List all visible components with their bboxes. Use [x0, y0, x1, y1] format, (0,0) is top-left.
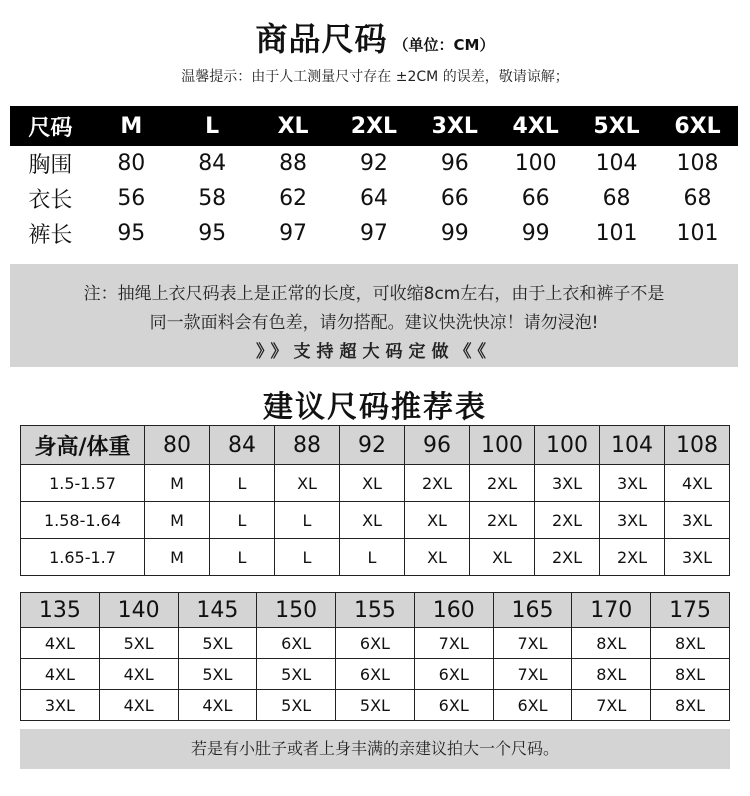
- header-cell: 100: [535, 426, 600, 465]
- header-cell: 135: [21, 593, 100, 628]
- table-cell: 4XL: [99, 690, 178, 721]
- table-cell: L: [275, 502, 340, 539]
- table-cell: 99: [440, 221, 469, 246]
- header-cell: M: [91, 106, 172, 146]
- table-cell: L: [340, 539, 405, 576]
- table-cell: 4XL: [21, 628, 100, 659]
- table-cell: 8XL: [572, 659, 651, 690]
- table-row: [21, 659, 730, 690]
- footer-note: 若是有小肚子或者上身丰满的亲建议拍大一个尺码。: [20, 729, 730, 769]
- header-cell: 5XL: [576, 106, 657, 146]
- table-row: [21, 690, 730, 721]
- table-cell: XL: [275, 465, 340, 502]
- table-cell: 56: [117, 186, 146, 211]
- table-cell: 3XL: [21, 690, 100, 721]
- table-cell: 88: [279, 151, 308, 176]
- table-cell: 4XL: [99, 659, 178, 690]
- header-cell: 96: [405, 426, 470, 465]
- table-cell: 5XL: [257, 659, 336, 690]
- table-cell: 5XL: [257, 690, 336, 721]
- table-cell: L: [210, 539, 275, 576]
- table-cell: 衣长: [28, 188, 73, 213]
- header-cell: 6XL: [657, 106, 738, 146]
- table-cell: 2XL: [470, 465, 535, 502]
- table-cell: 8XL: [651, 628, 730, 659]
- header-cell: 身高/体重: [21, 426, 145, 465]
- unit-label: （单位：CM）: [393, 36, 495, 54]
- title-text: 商品尺码: [255, 20, 388, 58]
- table-cell: 1.58-1.64: [21, 502, 145, 539]
- table-row: [21, 465, 730, 502]
- table-cell: 101: [676, 221, 719, 246]
- header-cell: 170: [572, 593, 651, 628]
- table-cell: 97: [279, 221, 308, 246]
- table-cell: M: [145, 539, 210, 576]
- table-cell: 80: [117, 151, 146, 176]
- table-cell: XL: [405, 539, 470, 576]
- recommend-header-row: [21, 593, 730, 628]
- table-cell: 101: [595, 221, 638, 246]
- recommend-title: 建议尺码推荐表: [263, 390, 487, 425]
- table-cell: M: [145, 465, 210, 502]
- table-cell: 58: [198, 186, 227, 211]
- table-cell: 3XL: [665, 539, 730, 576]
- table-cell: 1.65-1.7: [21, 539, 145, 576]
- header-cell: 88: [275, 426, 340, 465]
- header-cell: 165: [493, 593, 572, 628]
- table-cell: 8XL: [572, 628, 651, 659]
- table-cell: 64: [359, 186, 388, 211]
- table-cell: 2XL: [470, 502, 535, 539]
- recommend-table: [20, 425, 730, 576]
- table-cell: 2XL: [600, 539, 665, 576]
- measurement-tip: 温馨提示：由于人工测量尺寸存在 ±2CM 的误差，敬请谅解；: [181, 69, 569, 85]
- header-cell: 80: [145, 426, 210, 465]
- table-cell: 6XL: [257, 628, 336, 659]
- table-cell: 5XL: [99, 628, 178, 659]
- table-row: [10, 216, 738, 251]
- table-cell: 100: [514, 151, 557, 176]
- note-line: 同一款面料会有色差，请勿搭配。建议快洗快凉！请勿浸泡!: [149, 313, 599, 333]
- table-cell: 6XL: [336, 659, 415, 690]
- header-cell: 92: [340, 426, 405, 465]
- header-cell: 84: [210, 426, 275, 465]
- table-cell: 6XL: [493, 690, 572, 721]
- table-row: [10, 146, 738, 181]
- header-cell: 108: [665, 426, 730, 465]
- table-cell: 7XL: [493, 628, 572, 659]
- table-cell: 7XL: [572, 690, 651, 721]
- table-cell: 6XL: [414, 659, 493, 690]
- custom-size-banner: 》》支持超大码定做《《: [256, 342, 492, 362]
- table-cell: 6XL: [414, 690, 493, 721]
- table-cell: 7XL: [493, 659, 572, 690]
- table-cell: 62: [279, 186, 308, 211]
- table-cell: 68: [602, 186, 631, 211]
- table-cell: XL: [340, 502, 405, 539]
- size-chart-table: [10, 106, 738, 251]
- table-cell: XL: [470, 539, 535, 576]
- table-cell: 5XL: [336, 690, 415, 721]
- table-cell: 99: [521, 221, 550, 246]
- table-cell: XL: [340, 465, 405, 502]
- table-cell: 4XL: [21, 659, 100, 690]
- header-cell: 150: [257, 593, 336, 628]
- table-cell: 66: [521, 186, 550, 211]
- table-row: [21, 628, 730, 659]
- table-cell: 7XL: [414, 628, 493, 659]
- table-cell: 裤长: [28, 223, 73, 248]
- table-cell: 2XL: [535, 539, 600, 576]
- page-title: [0, 14, 750, 60]
- table-cell: 2XL: [535, 502, 600, 539]
- header-cell: 尺码: [10, 106, 91, 146]
- table-cell: 95: [117, 221, 146, 246]
- table-cell: 68: [683, 186, 712, 211]
- table-row: [21, 539, 730, 576]
- table-cell: 5XL: [178, 628, 257, 659]
- table-cell: 66: [440, 186, 469, 211]
- header-cell: 3XL: [414, 106, 495, 146]
- table-row: [21, 502, 730, 539]
- header-cell: 160: [414, 593, 493, 628]
- table-cell: 3XL: [665, 502, 730, 539]
- table-cell: 3XL: [535, 465, 600, 502]
- table-cell: L: [210, 465, 275, 502]
- size-chart-header-row: [10, 106, 738, 146]
- header-cell: L: [172, 106, 253, 146]
- table-cell: 3XL: [600, 465, 665, 502]
- table-cell: 4XL: [665, 465, 730, 502]
- recommend-header-row: [21, 426, 730, 465]
- header-cell: 2XL: [334, 106, 415, 146]
- table-cell: 6XL: [336, 628, 415, 659]
- recommend-table-heavy: [20, 592, 730, 721]
- table-cell: XL: [405, 502, 470, 539]
- table-cell: M: [145, 502, 210, 539]
- header-cell: 140: [99, 593, 178, 628]
- table-cell: 95: [198, 221, 227, 246]
- table-cell: 5XL: [178, 659, 257, 690]
- table-cell: 104: [595, 151, 638, 176]
- table-cell: 92: [359, 151, 388, 176]
- header-cell: 100: [470, 426, 535, 465]
- note-line: 注：抽绳上衣尺码表上是正常的长度，可收缩8cm左右，由于上衣和裤子不是: [83, 284, 665, 304]
- table-cell: 108: [676, 151, 719, 176]
- table-cell: 4XL: [178, 690, 257, 721]
- header-cell: 104: [600, 426, 665, 465]
- table-cell: 3XL: [600, 502, 665, 539]
- note-box: [10, 264, 738, 367]
- table-cell: 8XL: [651, 659, 730, 690]
- table-cell: 8XL: [651, 690, 730, 721]
- table-row: [10, 181, 738, 216]
- header-cell: 4XL: [495, 106, 576, 146]
- table-cell: 胸围: [28, 153, 73, 178]
- table-cell: 97: [359, 221, 388, 246]
- header-cell: 155: [336, 593, 415, 628]
- table-cell: 96: [440, 151, 469, 176]
- header-cell: 145: [178, 593, 257, 628]
- header-cell: XL: [253, 106, 334, 146]
- table-cell: L: [275, 539, 340, 576]
- table-cell: 1.5-1.57: [21, 465, 145, 502]
- table-cell: 84: [198, 151, 227, 176]
- table-cell: L: [210, 502, 275, 539]
- header-cell: 175: [651, 593, 730, 628]
- table-cell: 2XL: [405, 465, 470, 502]
